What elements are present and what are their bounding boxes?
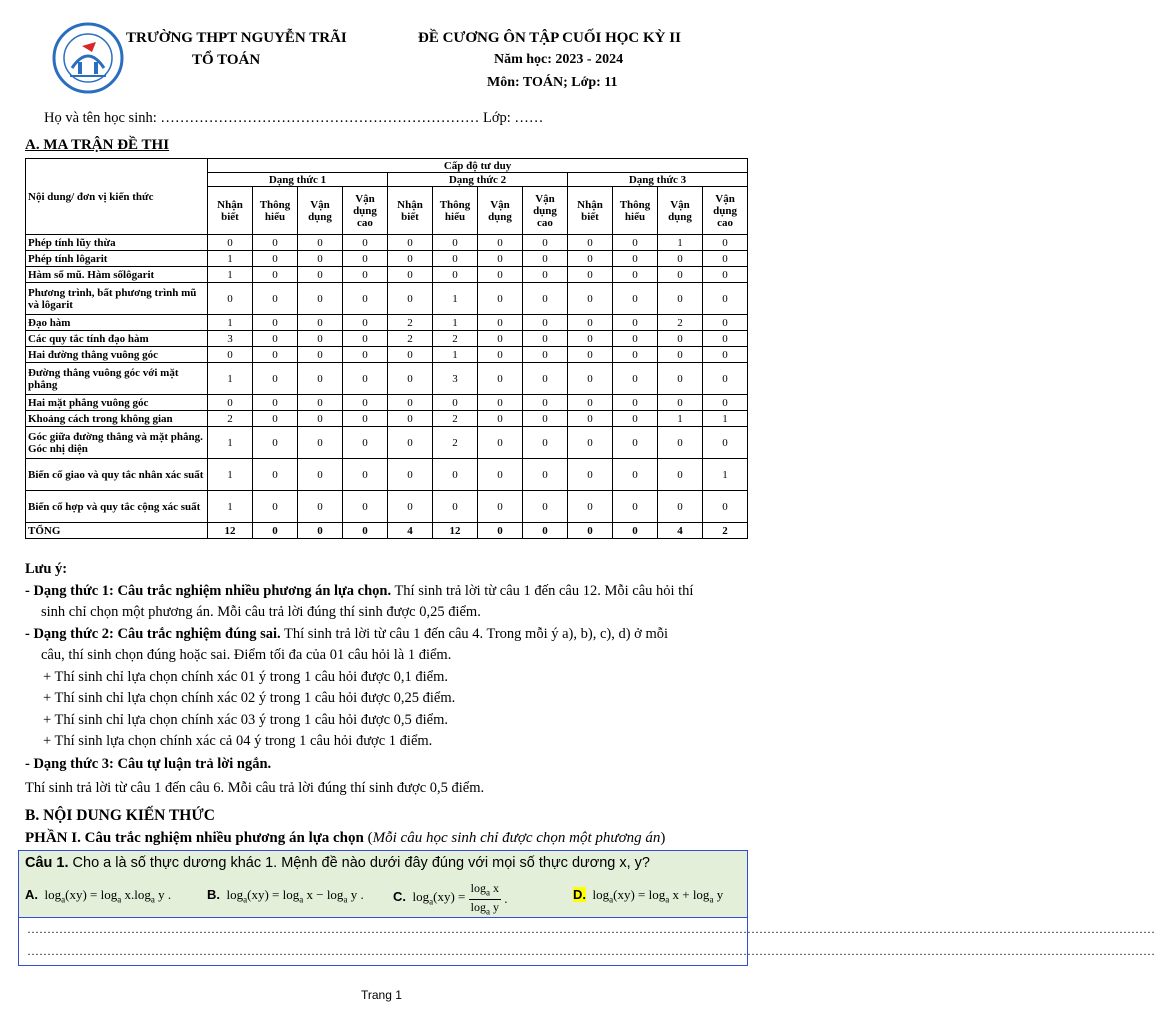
value-cell: 0 [568, 267, 613, 283]
value-cell: 0 [658, 251, 703, 267]
value-cell: 0 [343, 523, 388, 539]
value-cell: 0 [568, 411, 613, 427]
option-b[interactable]: B. $\log_a(xy) = \log_a x - \log_a y$ . [207, 887, 364, 905]
value-cell: 0 [613, 235, 658, 251]
value-cell: 0 [253, 235, 298, 251]
value-cell: 0 [613, 411, 658, 427]
level-header: Vận dụng cao [343, 187, 388, 235]
page-number: Trang 1 [361, 988, 402, 1002]
value-cell: 0 [523, 395, 568, 411]
value-cell: 0 [343, 427, 388, 459]
option-c[interactable]: C. $\log_a(xy)$ = $\frac{\log_a x}{\log_a y}$ . [393, 881, 508, 917]
value-cell: 0 [658, 267, 703, 283]
value-cell: 2 [208, 411, 253, 427]
value-cell: 0 [388, 283, 433, 315]
value-cell: 0 [298, 523, 343, 539]
value-cell: 1 [208, 363, 253, 395]
value-cell: 0 [388, 251, 433, 267]
value-cell: 0 [523, 267, 568, 283]
note-form-1: - Dạng thức 1: Câu trắc nghiệm nhiều phương án lựa chọn. Thí sinh trả lời từ câu 1 đến câu 12. Mỗi câu hỏi thí [25, 582, 694, 599]
option-a[interactable]: A. $\log_a(xy) = \log_a x.\log_a$ y . [25, 887, 172, 905]
value-cell: 0 [343, 363, 388, 395]
value-cell: 1 [208, 315, 253, 331]
topic-cell: Biến cố hợp và quy tắc cộng xác suất [26, 491, 208, 523]
value-cell: 1 [208, 459, 253, 491]
value-cell: 0 [343, 395, 388, 411]
value-cell: 0 [523, 235, 568, 251]
value-cell: 0 [703, 427, 748, 459]
value-cell: 0 [253, 395, 298, 411]
value-cell: 0 [343, 411, 388, 427]
value-cell: 0 [478, 459, 523, 491]
topic-cell: Góc giữa đường thẳng và mặt phẳng. Góc nhị diện [26, 427, 208, 459]
table-row [26, 283, 748, 315]
value-cell: 0 [523, 427, 568, 459]
value-cell: 0 [478, 251, 523, 267]
value-cell: 0 [388, 235, 433, 251]
value-cell: 0 [703, 331, 748, 347]
fraction: $\frac{\log_a x}{\log_a y}$ [470, 881, 499, 917]
total-row [26, 523, 748, 539]
topic-cell: Đường thẳng vuông góc với mặt phẳng [26, 363, 208, 395]
option-d[interactable]: D. $\log_a(xy) = \log_a x + \log_a y$ [573, 887, 724, 905]
value-cell: 0 [298, 459, 343, 491]
value-cell: 0 [433, 395, 478, 411]
value-cell: 0 [703, 235, 748, 251]
value-cell: 0 [478, 331, 523, 347]
value-cell: 0 [568, 283, 613, 315]
value-cell: 0 [298, 251, 343, 267]
topic-cell: Hai mặt phẳng vuông góc [26, 395, 208, 411]
answer-dots-line: ………………………………………………………………………………………………………………………………………………………………………………………………………………………………………………………… [27, 922, 1155, 936]
note-bullet: + Thí sinh lựa chọn chính xác cả 04 ý trong 1 câu hỏi được 1 điểm. [43, 733, 433, 749]
question-1-options [25, 881, 745, 917]
value-cell: 0 [523, 459, 568, 491]
value-cell: 0 [703, 347, 748, 363]
value-cell: 0 [253, 523, 298, 539]
topic-cell: TỔNG [26, 523, 208, 539]
value-cell: 1 [433, 283, 478, 315]
school-name: TRƯỜNG THPT NGUYỄN TRÃI [126, 30, 347, 46]
value-cell: 0 [298, 283, 343, 315]
value-cell: 0 [703, 283, 748, 315]
value-cell: 0 [298, 315, 343, 331]
value-cell: 0 [613, 523, 658, 539]
value-cell: 0 [703, 395, 748, 411]
value-cell: 0 [343, 283, 388, 315]
value-cell: 0 [343, 491, 388, 523]
value-cell: 0 [523, 283, 568, 315]
level-header: Vận dụng [298, 187, 343, 235]
value-cell: 2 [388, 331, 433, 347]
value-cell: 0 [568, 427, 613, 459]
part-1-heading: PHẦN I. Câu trắc nghiệm nhiều phương án lựa chọn (Mỗi câu học sinh chỉ được chọn một phương án) [25, 830, 666, 846]
table-row [26, 331, 748, 347]
value-cell: 0 [478, 283, 523, 315]
value-cell: 1 [703, 411, 748, 427]
topic-cell: Đạo hàm [26, 315, 208, 331]
note-form-3-text: Thí sinh trả lời từ câu 1 đến câu 6. Mỗi câu trả lời đúng thí sinh được 0,5 điểm. [25, 780, 485, 796]
level-header: Thông hiểu [253, 187, 298, 235]
topic-cell: Phương trình, bất phương trình mũ và lôgarit [26, 283, 208, 315]
value-cell: 1 [208, 427, 253, 459]
value-cell: 0 [388, 363, 433, 395]
value-cell: 0 [208, 283, 253, 315]
value-cell: 0 [208, 347, 253, 363]
value-cell: 0 [433, 459, 478, 491]
topic-cell: Phép tính lôgarit [26, 251, 208, 267]
value-cell: 12 [433, 523, 478, 539]
col-level-header: Cấp độ tư duy [208, 159, 748, 173]
form-header: Dạng thức 3 [568, 173, 748, 187]
section-a-heading: A. MA TRẬN ĐỀ THI [25, 137, 170, 153]
value-cell: 0 [613, 283, 658, 315]
value-cell: 0 [388, 459, 433, 491]
value-cell: 0 [478, 411, 523, 427]
value-cell: 0 [478, 491, 523, 523]
document-title: ĐỀ CƯƠNG ÔN TẬP CUỐI HỌC KỲ II [418, 30, 681, 46]
value-cell: 0 [298, 235, 343, 251]
value-cell: 1 [208, 491, 253, 523]
note-form-1-cont: sinh chỉ chọn một phương án. Mỗi câu trả lời đúng thí sinh được 0,25 điểm. [41, 604, 481, 620]
note-form-2: - Dạng thức 2: Câu trắc nghiệm đúng sai. Thí sinh trả lời từ câu 1 đến câu 4. Trong mỗi ý a), b), c), d) ở mỗi [25, 625, 669, 642]
value-cell: 0 [388, 395, 433, 411]
value-cell: 0 [298, 267, 343, 283]
value-cell: 0 [343, 235, 388, 251]
value-cell: 0 [568, 363, 613, 395]
table-row [26, 427, 748, 459]
value-cell: 0 [433, 267, 478, 283]
student-info-line: Họ và tên học sinh: ………………………………………………………… Lớp: …… [44, 110, 544, 126]
topic-cell: Phép tính lũy thừa [26, 235, 208, 251]
table-row [26, 267, 748, 283]
value-cell: 0 [568, 251, 613, 267]
value-cell: 0 [658, 283, 703, 315]
value-cell: 0 [568, 331, 613, 347]
table-row [26, 459, 748, 491]
topic-cell: Khoảng cách trong không gian [26, 411, 208, 427]
value-cell: 0 [298, 411, 343, 427]
value-cell: 0 [613, 267, 658, 283]
value-cell: 0 [298, 427, 343, 459]
table-row [26, 411, 748, 427]
note-form-3: - Dạng thức 3: Câu tự luận trả lời ngắn. [25, 755, 272, 772]
level-header: Nhận biết [208, 187, 253, 235]
value-cell: 0 [658, 395, 703, 411]
level-header: Nhận biết [388, 187, 433, 235]
value-cell: 1 [658, 411, 703, 427]
value-cell: 0 [343, 459, 388, 491]
value-cell: 12 [208, 523, 253, 539]
level-header: Vận dụng [478, 187, 523, 235]
value-cell: 0 [478, 347, 523, 363]
value-cell: 0 [613, 251, 658, 267]
notes-block [25, 559, 755, 800]
value-cell: 0 [478, 315, 523, 331]
value-cell: 0 [433, 251, 478, 267]
value-cell: 0 [658, 427, 703, 459]
value-cell: 0 [613, 363, 658, 395]
value-cell: 0 [298, 347, 343, 363]
value-cell: 0 [613, 331, 658, 347]
value-cell: 0 [658, 491, 703, 523]
value-cell: 0 [613, 347, 658, 363]
department-name: TỔ TOÁN [192, 52, 261, 68]
correct-answer-highlight: D. [573, 887, 586, 902]
value-cell: 0 [298, 363, 343, 395]
value-cell: 0 [478, 427, 523, 459]
value-cell: 0 [253, 251, 298, 267]
value-cell: 0 [703, 251, 748, 267]
value-cell: 0 [343, 251, 388, 267]
value-cell: 0 [253, 363, 298, 395]
question-1-stem: Câu 1. Cho a là số thực dương khác 1. Mệnh đề nào dưới đây đúng với mọi số thực dương x, y? [25, 855, 650, 871]
form-header: Dạng thức 1 [208, 173, 388, 187]
value-cell: 0 [703, 315, 748, 331]
value-cell: 0 [253, 347, 298, 363]
level-header: Thông hiểu [433, 187, 478, 235]
value-cell: 0 [658, 347, 703, 363]
value-cell: 0 [478, 363, 523, 395]
value-cell: 0 [253, 459, 298, 491]
table-row [26, 491, 748, 523]
value-cell: 0 [208, 235, 253, 251]
notes-heading: Lưu ý: [25, 561, 68, 577]
value-cell: 0 [658, 363, 703, 395]
value-cell: 0 [658, 331, 703, 347]
value-cell: 0 [253, 427, 298, 459]
value-cell: 4 [658, 523, 703, 539]
level-header: Thông hiểu [613, 187, 658, 235]
value-cell: 0 [208, 395, 253, 411]
level-header: Nhận biết [568, 187, 613, 235]
col-content-header: Nội dung/ đơn vị kiến thức [26, 159, 208, 235]
note-bullet: + Thí sinh chỉ lựa chọn chính xác 01 ý trong 1 câu hỏi được 0,1 điểm. [43, 668, 448, 685]
value-cell: 0 [253, 283, 298, 315]
topic-cell: Hàm số mũ. Hàm sốlôgarit [26, 267, 208, 283]
value-cell: 0 [343, 347, 388, 363]
value-cell: 4 [388, 523, 433, 539]
table-row [26, 251, 748, 267]
note-form-2-cont: câu, thí sinh chọn đúng hoặc sai. Điểm tối đa của 01 câu hỏi là 1 điểm. [41, 647, 452, 663]
value-cell: 0 [298, 395, 343, 411]
section-b-heading: B. NỘI DUNG KIẾN THỨC [25, 807, 215, 824]
value-cell: 0 [703, 363, 748, 395]
answer-dots-line: ………………………………………………………………………………………………………………………………………………………………………………………………………………………………………………………… [27, 944, 1155, 958]
subject-class: Môn: TOÁN; Lớp: 11 [487, 75, 618, 90]
value-cell: 0 [568, 315, 613, 331]
value-cell: 0 [343, 331, 388, 347]
value-cell: 0 [658, 459, 703, 491]
value-cell: 0 [298, 491, 343, 523]
value-cell: 0 [613, 459, 658, 491]
value-cell: 0 [523, 331, 568, 347]
value-cell: 0 [433, 235, 478, 251]
value-cell: 2 [703, 523, 748, 539]
value-cell: 0 [343, 315, 388, 331]
value-cell: 0 [568, 395, 613, 411]
value-cell: 0 [613, 427, 658, 459]
value-cell: 1 [208, 267, 253, 283]
value-cell: 0 [298, 331, 343, 347]
value-cell: 2 [433, 427, 478, 459]
table-row [26, 395, 748, 411]
value-cell: 0 [523, 523, 568, 539]
value-cell: 0 [388, 267, 433, 283]
value-cell: 0 [523, 491, 568, 523]
value-cell: 1 [208, 251, 253, 267]
level-header: Vận dụng [658, 187, 703, 235]
value-cell: 0 [388, 491, 433, 523]
value-cell: 0 [253, 491, 298, 523]
value-cell: 0 [568, 459, 613, 491]
value-cell: 0 [253, 315, 298, 331]
value-cell: 0 [478, 395, 523, 411]
value-cell: 0 [568, 347, 613, 363]
value-cell: 0 [568, 235, 613, 251]
note-bullet: + Thí sinh chỉ lựa chọn chính xác 03 ý trong 1 câu hỏi được 0,5 điểm. [43, 711, 448, 728]
value-cell: 0 [253, 267, 298, 283]
value-cell: 0 [388, 427, 433, 459]
value-cell: 0 [478, 235, 523, 251]
value-cell: 0 [523, 251, 568, 267]
answer-area[interactable] [18, 918, 1155, 966]
value-cell: 0 [523, 347, 568, 363]
value-cell: 0 [703, 491, 748, 523]
value-cell: 0 [478, 523, 523, 539]
value-cell: 2 [433, 331, 478, 347]
level-header: Vận dụng cao [523, 187, 568, 235]
value-cell: 0 [478, 267, 523, 283]
school-logo [52, 22, 124, 94]
value-cell: 0 [703, 267, 748, 283]
value-cell: 1 [433, 315, 478, 331]
value-cell: 0 [523, 363, 568, 395]
value-cell: 0 [253, 331, 298, 347]
value-cell: 3 [208, 331, 253, 347]
value-cell: 0 [613, 395, 658, 411]
value-cell: 1 [433, 347, 478, 363]
table-row [26, 315, 748, 331]
value-cell: 0 [523, 315, 568, 331]
table-row [26, 235, 748, 251]
note-bullet: + Thí sinh chỉ lựa chọn chính xác 02 ý trong 1 câu hỏi được 0,25 điểm. [43, 690, 456, 706]
topic-cell: Hai đường thẳng vuông góc [26, 347, 208, 363]
value-cell: 1 [703, 459, 748, 491]
value-cell: 0 [613, 315, 658, 331]
value-cell: 0 [253, 411, 298, 427]
value-cell: 3 [433, 363, 478, 395]
value-cell: 0 [388, 411, 433, 427]
value-cell: 0 [343, 267, 388, 283]
value-cell: 2 [658, 315, 703, 331]
table-row [26, 347, 748, 363]
value-cell: 0 [568, 491, 613, 523]
value-cell: 0 [388, 347, 433, 363]
form-header: Dạng thức 2 [388, 173, 568, 187]
value-cell: 1 [658, 235, 703, 251]
value-cell: 0 [613, 491, 658, 523]
topic-cell: Biến cố giao và quy tắc nhân xác suất [26, 459, 208, 491]
topic-cell: Các quy tắc tính đạo hàm [26, 331, 208, 347]
value-cell: 0 [433, 491, 478, 523]
value-cell: 0 [523, 411, 568, 427]
value-cell: 0 [568, 523, 613, 539]
school-year: Năm học: 2023 - 2024 [494, 52, 624, 67]
question-1-box [18, 850, 748, 918]
table-row [26, 363, 748, 395]
exam-matrix-table [25, 158, 748, 539]
level-header: Vận dụng cao [703, 187, 748, 235]
value-cell: 2 [388, 315, 433, 331]
value-cell: 2 [433, 411, 478, 427]
